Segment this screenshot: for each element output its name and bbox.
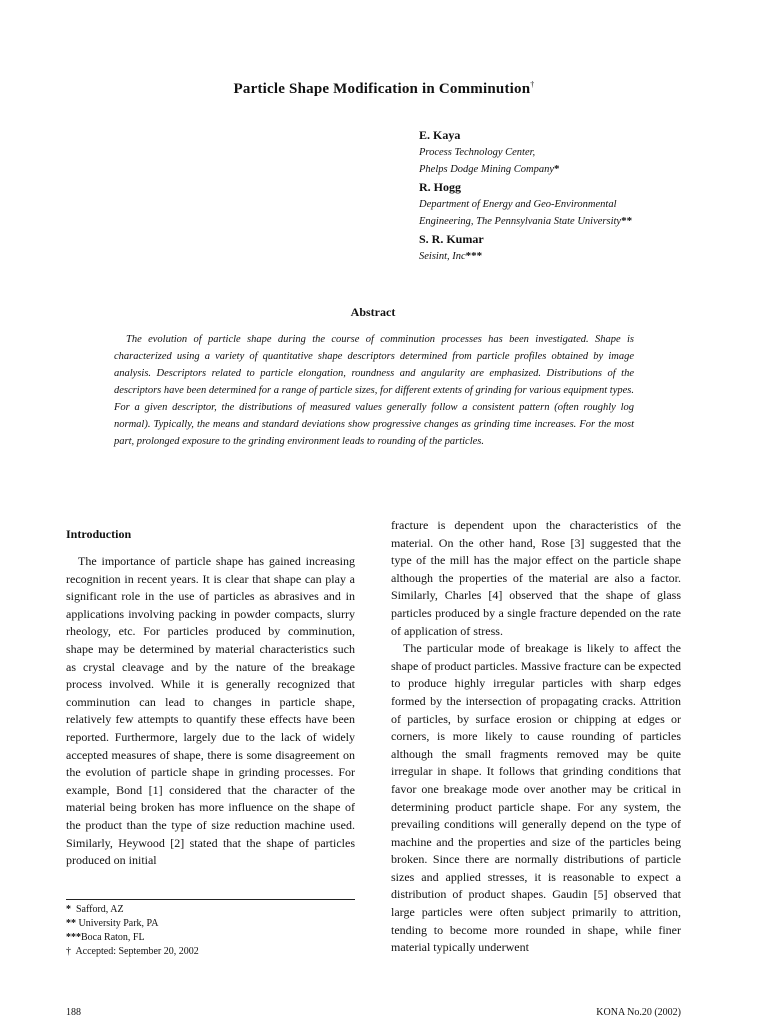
affiliation-text: Phelps Dodge Mining Company bbox=[419, 164, 555, 175]
title-footnote-mark: † bbox=[530, 80, 535, 89]
body-paragraph: fracture is dependent upon the characteristics of the material. On the other hand, Rose [3] suggested that the type of the mill has the major effect on the particle shape although the properties of the material are also a factor. Similarly, Charles [4] observed that the shape of glass particles produced by a single fracture depended on the rate of application of stress. bbox=[391, 518, 681, 638]
footnote-mark: *** bbox=[66, 932, 81, 943]
title-text: Particle Shape Modification in Comminution bbox=[233, 81, 531, 97]
author-affiliation: Process Technology Center, bbox=[419, 147, 536, 158]
author-affiliation bbox=[419, 161, 749, 178]
affiliation-text: Engineering, The Pennsylvania State University bbox=[419, 216, 622, 227]
author-block bbox=[419, 126, 749, 265]
body-paragraph: The importance of particle shape has gained increasing recognition in recent years. It is clear that shape can play a significant role in the use of particles as abrasives and in applications involving packing in powder compacts, slurry rheology, etc. For particles produced by comminution, shape may be determined by material characteristics such as crystal cleavage and by the nature of the breakage process involved. While it is generally recognized that comminution can lead to changes in particle shape, relatively few attempts to quantify these effects have been reported. Furthermore, largely due to the lack of widely accepted measures of shape, there is some disagreement on the evolution of particle shape in grinding processes. For example, Bond [1] considered that the character of the material being broken has more influence on the shape of the product than the type of size reduction machine used. Similarly, Heywood [2] stated that the shape of particles produced on initial bbox=[66, 554, 355, 868]
footnote-mark: ** bbox=[66, 918, 76, 929]
footnote-text: University Park, PA bbox=[78, 918, 159, 929]
page-number: 188 bbox=[66, 1007, 81, 1018]
footnote-text: Boca Raton, FL bbox=[81, 932, 145, 943]
footnote bbox=[66, 931, 355, 945]
author-name-kaya: E. Kaya bbox=[419, 128, 461, 142]
footnote bbox=[66, 917, 355, 931]
body-paragraph: The particular mode of breakage is likely to affect the shape of product particles. Massive fracture can be expected to produce highly irregular particles with sharp edges formed by the intersection of propagating cracks. Attrition of particles, by surface erosion or chipping at edges or corners, is more likely to cause rounding of particles although the small fragments removed may be quite irregular in shape. It follows that grinding conditions that favor one breakage mode over another may be critical in determining product particle shape. For any system, the prevailing conditions will generally depend on the type of machine and the properties and size of the particles being broken. Since there are normally distributions of particle sizes and applied stresses, it is reasonable to expect a distribution of product shapes. Gaudin [5] observed that large particles were often subject primarily to attrition, tending to become more rounded in shape, while finer material typically underwent bbox=[391, 641, 681, 955]
journal-reference: KONA No.20 (2002) bbox=[596, 1007, 681, 1018]
footnote-text: Safford, AZ bbox=[76, 904, 124, 915]
section-heading-introduction: Introduction bbox=[66, 527, 132, 541]
right-column bbox=[391, 517, 681, 957]
footnote-mark: * bbox=[66, 904, 71, 915]
abstract-text: The evolution of particle shape during the course of comminution processes has been investigated. Shape is characterized using a variety of quantitative shape descriptors determined from particle profiles obtained by image analysis. Descriptors related to particle elongation, roundness and angularity are emphasized. Distributions of the descriptors have been determined for a range of particle sizes, for different extents of grinding for various equipment types. For a given descriptor, the distributions of measured values generally follow a consistent pattern (often roughly log normal). Typically, the means and standard deviations show progressive changes as grinding time increases. For the most part, prolonged exposure to the grinding environment leads to rounding of the particles. bbox=[114, 334, 634, 447]
author-name-hogg: R. Hogg bbox=[419, 180, 461, 194]
affiliation-mark: *** bbox=[465, 250, 483, 262]
affiliation-mark: ** bbox=[621, 215, 633, 227]
footnotes bbox=[66, 899, 355, 959]
author-name-kumar: S. R. Kumar bbox=[419, 232, 484, 246]
footnote bbox=[66, 903, 355, 917]
author-affiliation bbox=[419, 248, 749, 265]
paper-title bbox=[0, 80, 768, 98]
abstract-heading: Abstract bbox=[350, 305, 396, 319]
footnote-text: Accepted: September 20, 2002 bbox=[75, 946, 199, 957]
author-affiliation bbox=[419, 213, 749, 230]
affiliation-text: Seisint, Inc bbox=[419, 251, 466, 262]
author-affiliation: Department of Energy and Geo-Environmental bbox=[419, 199, 617, 210]
left-column bbox=[66, 527, 355, 870]
footnote-mark: † bbox=[66, 946, 71, 957]
footnote bbox=[66, 945, 355, 959]
affiliation-mark: * bbox=[554, 163, 560, 175]
